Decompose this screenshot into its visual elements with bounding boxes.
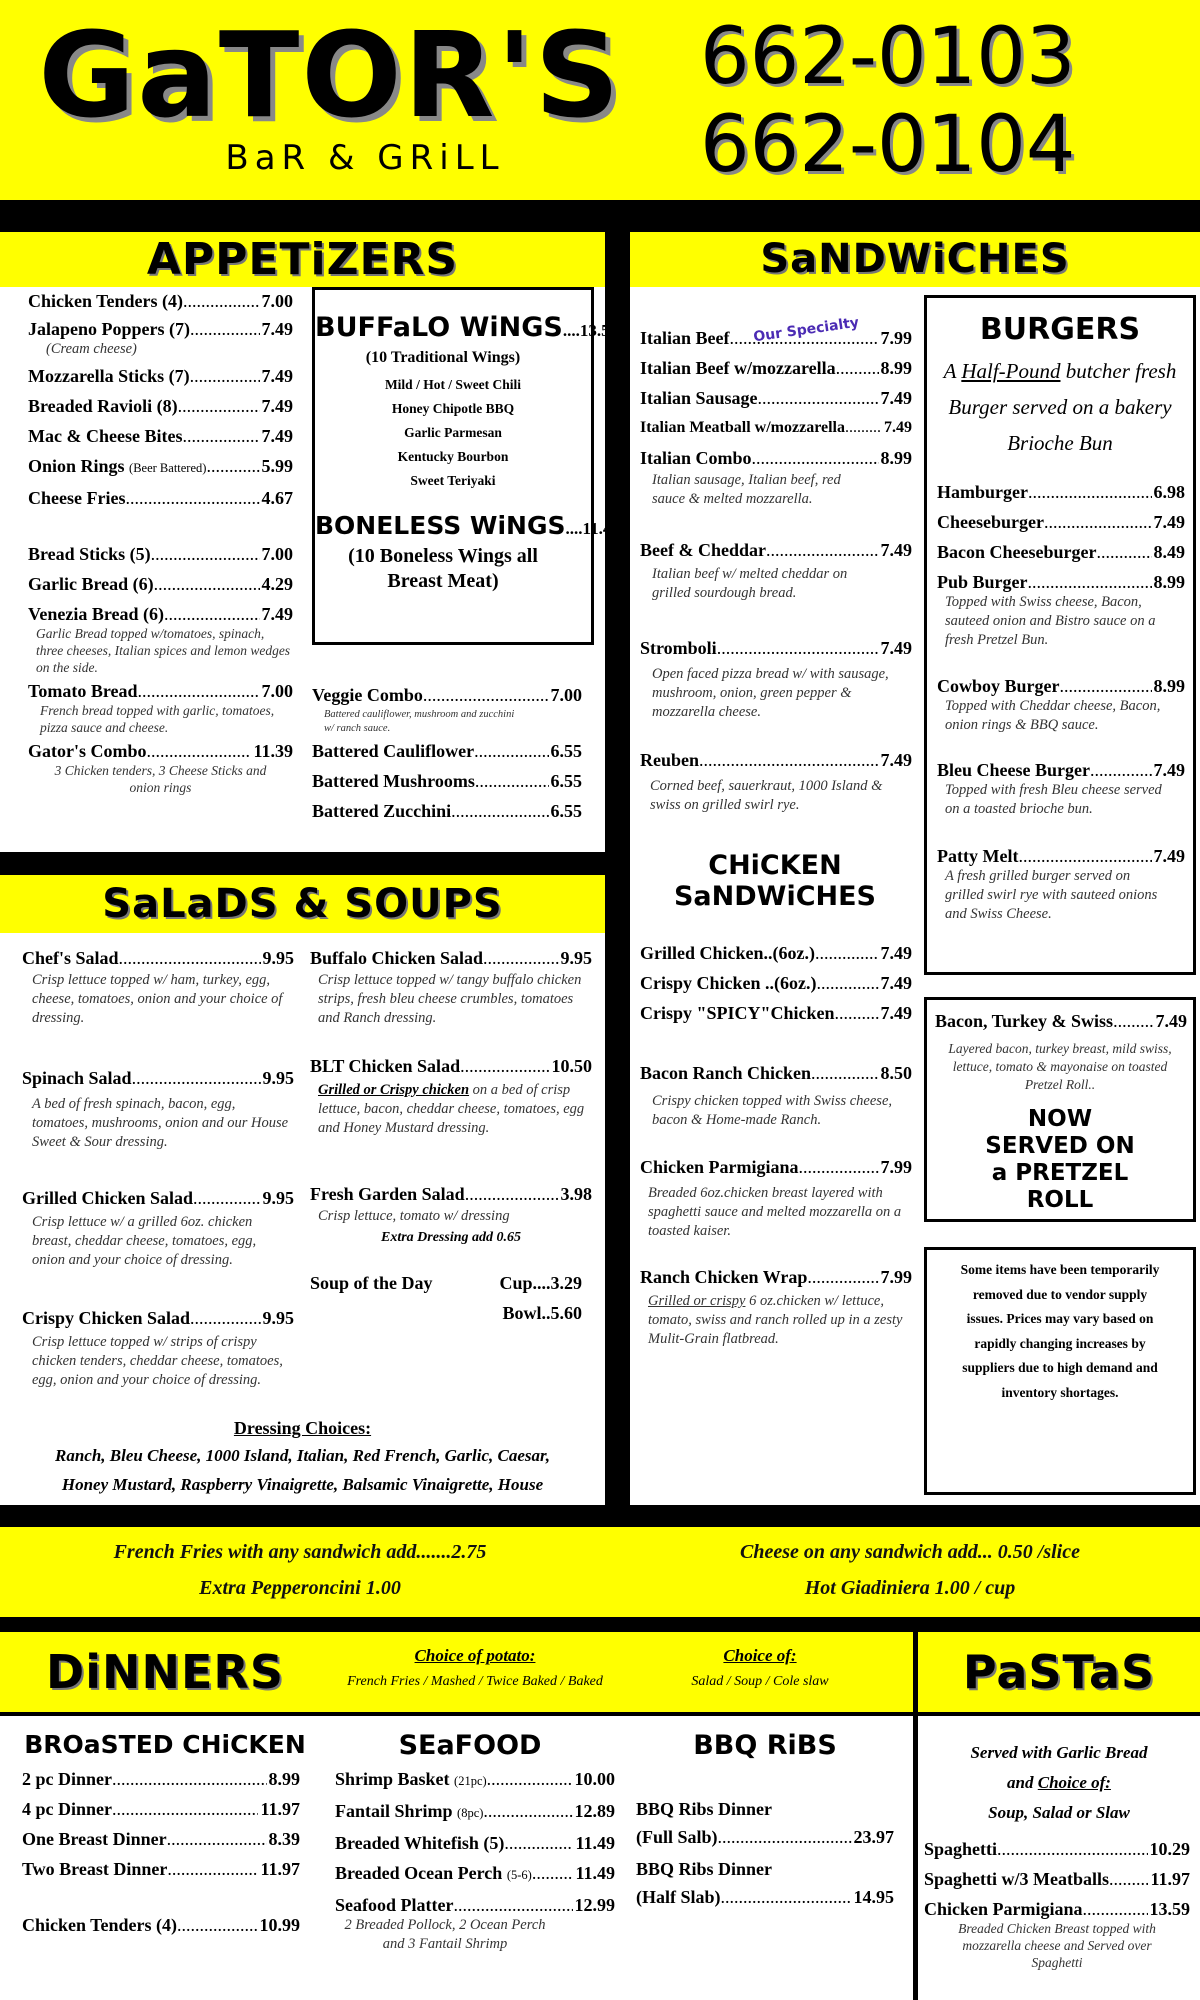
burgers-box (924, 295, 1196, 975)
wing-flavor: Sweet Teriyaki (410, 473, 496, 488)
item-note: Breaded Chicken Breast topped with mozzarella cheese and Served over Spaghetti (958, 1921, 1156, 1970)
wings-box (312, 287, 620, 645)
item-note: 3 Chicken tenders, 3 Cheese Sticks and onion rings (54, 763, 267, 795)
menu-item: Fresh Garden Salad ..... 3.98 (310, 1183, 592, 1205)
specialty-badge: Our Specialty (752, 314, 861, 346)
chicken-list (640, 942, 912, 1349)
burgers-title: BURGERS (979, 312, 1141, 347)
menu-item: Breaded Ravioli (8) ..... 7.49 (28, 395, 293, 417)
dressing-choices (0, 1415, 605, 1499)
potato-choice (310, 1646, 640, 1690)
menu-item: Crispy "SPICY"Chicken ..... 7.49 (640, 1002, 912, 1024)
item-note: Crisp lettuce topped w/ ham, turkey, egg, cheese, tomatoes, onion and your choice of dressing. (32, 972, 283, 1026)
extra-dressing: Extra Dressing add 0.65 (380, 1230, 522, 1245)
bbq-ribs-title: BBQ RiBS (693, 1730, 837, 1761)
dressing-title: Dressing Choices: (233, 1418, 372, 1438)
appetizers-list (28, 290, 293, 796)
addon-giadiniera: Hot Giadiniera 1.00 / cup (804, 1577, 1016, 1599)
pastas-list (918, 1828, 1200, 1971)
side-choice (660, 1646, 860, 1690)
appetizers-panel (0, 232, 620, 852)
bbq-label: BBQ Ribs Dinner (636, 1799, 773, 1819)
potato-options: French Fries / Mashed / Twice Baked / Baked (347, 1674, 603, 1689)
buffalo-wings-heading: BUFFaLO WiNGS....13.59 (315, 312, 619, 343)
menu-item: Buffalo Chicken Salad ..... 9.95 (310, 947, 592, 969)
addon-cheese: Cheese on any sandwich add... 0.50 /slice (739, 1541, 1080, 1563)
broasted-title: BROaSTED CHiCKEN (24, 1730, 306, 1759)
menu-item: (Full Salb) ..... 23.97 (636, 1826, 894, 1848)
menu-item: Italian Beef ..... 7.99 (640, 327, 912, 349)
item-note: Topped with Swiss cheese, Bacon, sauteed onion and Bistro sauce on a fresh Pretzel Bun. (945, 594, 1156, 648)
menu-item: Bleu Cheese Burger ..... 7.49 (937, 759, 1185, 781)
menu-item: Italian Meatball w/mozzarella ..... 7.49 (640, 417, 912, 439)
menu-item: Battered Zucchini ..... 6.55 (312, 800, 582, 822)
salads-left (22, 947, 294, 1390)
seafood-title: SEaFOOD (398, 1730, 542, 1761)
menu-item: Ranch Chicken Wrap ..... 7.99 (640, 1266, 912, 1288)
menu-item: Bread Sticks (5) ..... 7.00 (28, 543, 293, 565)
seafood-list (335, 1768, 615, 1954)
dressing-line: Honey Mustard, Raspberry Vinaigrette, Balsamic Vinaigrette, House (61, 1475, 544, 1494)
logo (20, 6, 640, 190)
menu-item: Chef's Salad ..... 9.95 (22, 947, 294, 969)
soup-bowl: Bowl..5.60 (502, 1303, 582, 1323)
dinners-header (0, 1632, 913, 1712)
menu-item: Cowboy Burger ..... 8.99 (937, 675, 1185, 697)
sandwiches-list (640, 327, 912, 815)
item-note-emphasis: Grilled or Crispy chicken (318, 1082, 470, 1098)
item-note: Garlic Bread topped w/tomatoes, spinach, three cheeses, Italian spices and lemon wedges on the side. (36, 626, 291, 675)
item-note (310, 1077, 592, 1183)
menu-item: Tomato Bread ..... 7.00 (28, 680, 293, 702)
menu-item: Bacon Cheeseburger ..... 8.49 (937, 541, 1185, 563)
menu-item: Mac & Cheese Bites ..... 7.49 (28, 425, 293, 447)
item-note: Crisp lettuce topped w/ tangy buffalo chicken strips, fresh bleu cheese crumbles, tomatoes and Ranch dressing. (318, 972, 582, 1026)
menu-item: Breaded Ocean Perch (5-6) ..... 11.49 (335, 1862, 615, 1886)
appetizers-title: APPETiZERS (0, 232, 605, 287)
soup-row (310, 1272, 592, 1332)
item-note: Italian sausage, Italian beef, red sauce & melted mozzarella. (652, 472, 841, 507)
pastas-intro-line: Served with Garlic Bread (970, 1743, 1148, 1762)
menu-item: Chicken Tenders (4) ..... 10.99 (22, 1914, 300, 1936)
boneless-wings-heading: BONELESS WiNGS....11.49 (315, 511, 620, 540)
bbq-label: BBQ Ribs Dinner (636, 1859, 773, 1879)
item-note: Crisp lettuce w/ a grilled 6oz. chicken breast, cheddar cheese, tomatoes, egg, onion and your choice of dressing. (32, 1214, 257, 1268)
menu-item: Reuben ..... 7.49 (640, 749, 912, 771)
item-note: Corned beef, sauerkraut, 1000 Island & swiss on grilled swirl rye. (650, 778, 883, 813)
menu-item: Battered Cauliflower ..... 6.55 (312, 740, 582, 762)
header (0, 0, 1200, 200)
menu-item: Grilled Chicken Salad ..... 9.95 (22, 1187, 294, 1209)
pretzel-roll-note: NOW SERVED ON a PRETZEL ROLL (985, 1106, 1135, 1213)
soup-cup: Cup....3.29 (499, 1273, 582, 1293)
veggie-list (312, 684, 582, 822)
pastas-intro (918, 1716, 1200, 1828)
pastas-header (918, 1632, 1200, 1712)
logo-subtitle: BaR & GRiLL (225, 138, 505, 178)
menu-item: Venezia Bread (6) ..... 7.49 (28, 603, 293, 625)
menu-item: Fantail Shrimp (8pc) ..... 12.89 (335, 1800, 615, 1824)
pastas-panel (918, 1716, 1200, 2000)
item-note-text: 6 oz.chicken w/ lettuce, tomato, swiss and ranch rolled up in a zesty Mulit-Grain flatbread. (648, 1293, 903, 1347)
item-note: A fresh grilled burger served on grilled swirl rye with sauteed onions and Swiss Cheese. (945, 868, 1158, 922)
menu-item: Onion Rings (Beer Battered) ..... 5.99 (28, 455, 293, 479)
menu-item: Mozzarella Sticks (7) ..... 7.49 (28, 365, 293, 387)
menu-item: Seafood Platter ..... 12.99 (335, 1894, 615, 1916)
item-note (640, 1288, 912, 1349)
broasted-list (22, 1768, 300, 1936)
menu-item: Chicken Parmigiana ..... 7.99 (640, 1156, 912, 1178)
menu-item: Cheeseburger ..... 7.49 (937, 511, 1185, 533)
item-note: (Cream cheese) (46, 341, 137, 357)
menu-item: Chicken Tenders (4) ..... 7.00 (28, 290, 293, 312)
item-note: Italian beef w/ melted cheddar on grilled sourdough bread. (652, 566, 848, 601)
item-note-text: on a bed of crisp lettuce, bacon, cheddar cheese, tomatoes, egg and Honey Mustard dressing. (318, 1082, 585, 1136)
bbq-list (636, 1796, 894, 1908)
bacon-turkey-swiss-box (924, 997, 1196, 1222)
menu-item: 4 pc Dinner ..... 11.97 (22, 1798, 300, 1820)
item-note-emphasis: Grilled or crispy (648, 1293, 746, 1309)
menu-item: Two Breast Dinner ..... 11.97 (22, 1858, 300, 1880)
supply-notice-box (924, 1247, 1196, 1495)
menu-item: Jalapeno Poppers (7) ..... 7.49 (28, 318, 293, 340)
menu-item: Crispy Chicken Salad ..... 9.95 (22, 1307, 294, 1329)
wing-flavor: Kentucky Bourbon (397, 449, 509, 464)
menu-item: Bacon, Turkey & Swiss ..... 7.49 (927, 1000, 1193, 1032)
menu-item: Gator's Combo ..... 11.39 (28, 740, 293, 762)
buffalo-wings-sub: (10 Traditional Wings) (365, 349, 521, 366)
menu-item: Pub Burger ..... 8.99 (937, 571, 1185, 593)
chicken-sandwiches-title: CHiCKEN SaNDWiCHES (673, 850, 876, 912)
addon-fries: French Fries with any sandwich add.......2.75 (113, 1541, 487, 1563)
soup-name: Soup of the Day (310, 1273, 433, 1293)
wing-flavor: Garlic Parmesan (404, 425, 502, 440)
burgers-list (927, 461, 1193, 924)
item-note: A bed of fresh spinach, bacon, egg, tomatoes, mushrooms, onion and our House Sweet & Sour dressing. (32, 1096, 289, 1150)
sandwiches-panel (630, 232, 1200, 1505)
menu-item: Garlic Bread (6) ..... 4.29 (28, 573, 293, 595)
item-note: Topped with fresh Bleu cheese served on a toasted brioche bun. (945, 782, 1162, 817)
menu-item: Bacon Ranch Chicken ..... 8.50 (640, 1062, 912, 1084)
pastas-intro-line: and Choice of: (1007, 1773, 1111, 1792)
salads-panel (0, 875, 605, 1505)
supply-notice: Some items have been temporarily removed due to vendor supply issues. Prices may vary based on rapidly changing increases by suppliers due to high demand and inventory shortages. (960, 1262, 1160, 1400)
boneless-wings-sub: (10 Boneless Wings all Breast Meat) (348, 545, 538, 592)
item-note: Crisp lettuce topped w/ strips of crispy chicken tenders, cheddar cheese, tomatoes, egg, onion and your choice of dressing. (32, 1334, 283, 1388)
menu-item: Patty Melt ..... 7.49 (937, 845, 1185, 867)
menu-item: Spaghetti ..... 10.29 (924, 1838, 1190, 1860)
menu-item: Stromboli ..... 7.49 (640, 637, 912, 659)
pastas-title: PaSTaS (962, 1645, 1156, 1699)
salads-right (310, 947, 592, 1332)
menu-item: BLT Chicken Salad ..... 10.50 (310, 1055, 592, 1077)
item-note: Battered cauliflower, mushroom and zucchini w/ ranch sauce. (324, 709, 515, 734)
menu-item: Chicken Parmigiana ..... 13.59 (924, 1898, 1190, 1920)
menu-item: Italian Combo ..... 8.99 (640, 447, 912, 469)
menu-item: Hamburger ..... 6.98 (937, 481, 1185, 503)
side-choice-title: Choice of: (723, 1646, 797, 1665)
item-note: Crisp lettuce, tomato w/ dressing (318, 1208, 510, 1224)
menu-item: Spinach Salad ..... 9.95 (22, 1067, 294, 1089)
menu-item: Spaghetti w/3 Meatballs ..... 11.97 (924, 1868, 1190, 1890)
item-note: Layered bacon, turkey breast, mild swiss, lettuce, tomato & mayonaise on toasted Pretzel Roll.. (948, 1041, 1172, 1092)
pastas-intro-line: Soup, Salad or Slaw (988, 1803, 1130, 1822)
side-options: Salad / Soup / Cole slaw (691, 1674, 829, 1689)
logo-title: GaTOR'S (38, 6, 622, 144)
item-note: 2 Breaded Pollock, 2 Ocean Perch and 3 Fantail Shrimp (344, 1917, 546, 1952)
dressing-line: Ranch, Bleu Cheese, 1000 Island, Italian, Red French, Garlic, Caesar, (55, 1446, 550, 1465)
menu-item: 2 pc Dinner ..... 8.99 (22, 1768, 300, 1790)
addon-pepperoncini: Extra Pepperoncini 1.00 (199, 1577, 401, 1599)
item-note: French bread topped with garlic, tomatoes, pizza sauce and cheese. (40, 703, 275, 735)
menu-item: Italian Sausage ..... 7.49 (640, 387, 912, 409)
wing-flavor: Mild / Hot / Sweet Chili (384, 377, 522, 392)
menu-item: Veggie Combo ..... 7.00 (312, 684, 582, 706)
menu-item: Shrimp Basket (21pc) ..... 10.00 (335, 1768, 615, 1792)
menu-item: Battered Mushrooms ..... 6.55 (312, 770, 582, 792)
burgers-intro: A Half-Pound butcher fresh Burger served on a bakery Brioche Bun (943, 359, 1177, 455)
menu-item: Beef & Cheddar ..... 7.49 (640, 539, 912, 561)
menu-item: Italian Beef w/mozzarella ..... 8.99 (640, 357, 912, 379)
addons-bar (0, 1527, 1200, 1617)
potato-title: Choice of potato: (414, 1646, 536, 1665)
menu-item: Grilled Chicken..(6oz.) ..... 7.49 (640, 942, 912, 964)
phone-1: 662-0103 (700, 12, 1076, 102)
menu-item: Breaded Whitefish (5) ..... 11.49 (335, 1832, 615, 1854)
item-note: Crispy chicken topped with Swiss cheese, bacon & Home-made Ranch. (652, 1093, 893, 1128)
menu-item: (Half Slab) ..... 14.95 (636, 1886, 894, 1908)
menu-item: Cheese Fries ..... 4.67 (28, 487, 293, 509)
wing-flavor: Honey Chipotle BBQ (391, 401, 515, 416)
phone-2: 662-0104 (700, 100, 1076, 190)
menu-item: Crispy Chicken ..(6oz.) ..... 7.49 (640, 972, 912, 994)
item-note: Open faced pizza bread w/ with sausage, mushroom, onion, green pepper & mozzarella cheese. (652, 666, 889, 720)
menu-item: One Breast Dinner ..... 8.39 (22, 1828, 300, 1850)
dinners-title: DiNNERS (46, 1645, 284, 1699)
item-note: Topped with Cheddar cheese, Bacon, onion rings & BBQ sauce. (945, 698, 1161, 733)
item-note: Breaded 6oz.chicken breast layered with spaghetti sauce and melted mozzarella on a toasted kaiser. (648, 1185, 902, 1239)
dinners-panel (0, 1716, 913, 2000)
sandwiches-title: SaNDWiCHES (630, 232, 1200, 287)
salads-title: SaLaDS & SOUPS (0, 875, 605, 933)
